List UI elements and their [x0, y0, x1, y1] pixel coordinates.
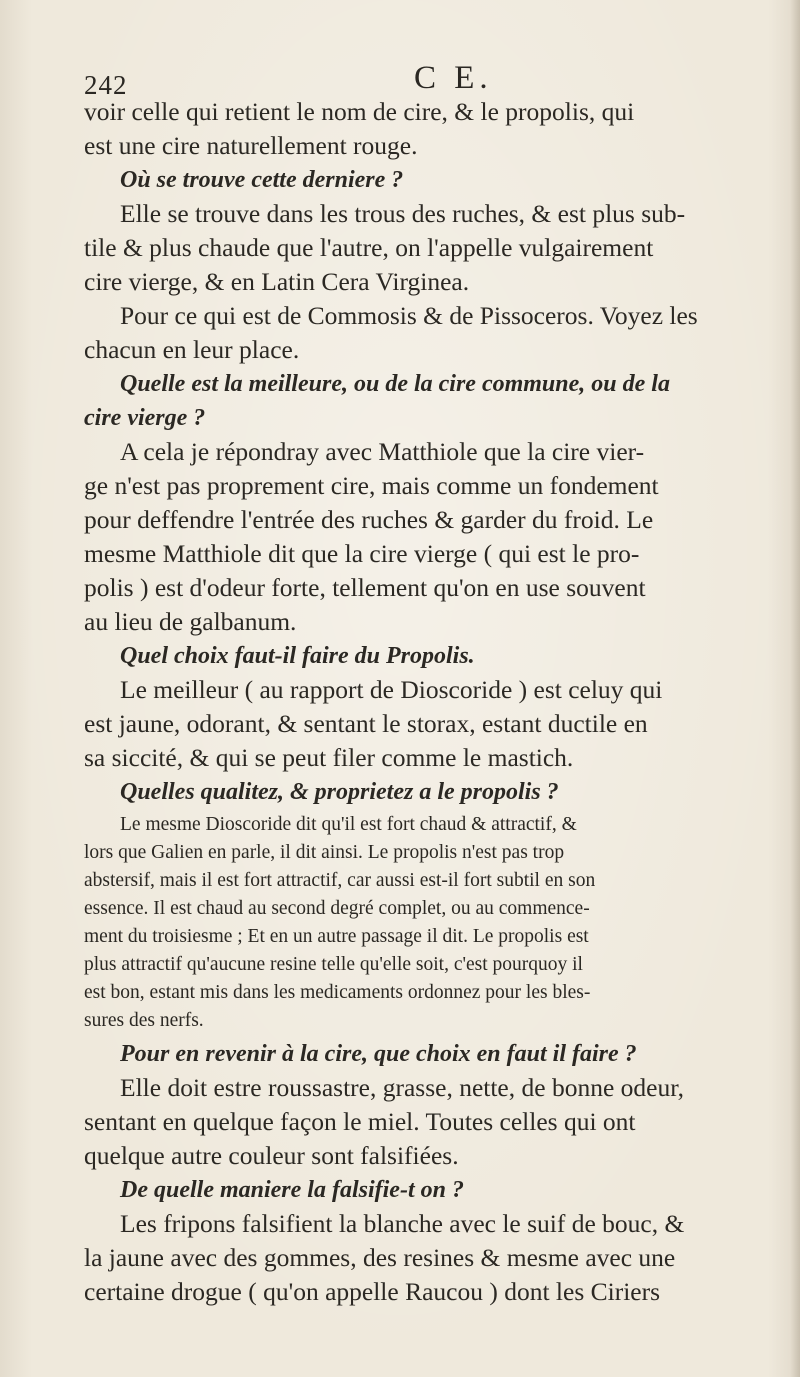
text-line: A cela je répondray avec Matthiole que la cire vier- [120, 437, 645, 466]
text-line: chacun en leur place. [84, 335, 300, 364]
question-heading: Quelle est la meilleure, ou de la cire commune, ou de la [120, 371, 670, 397]
small-text-line: Le mesme Dioscoride dit qu'il est fort chaud & attractif, & [120, 814, 577, 835]
text-line: polis ) est d'odeur forte, tellement qu'on en use souvent [84, 573, 646, 602]
text-line: Pour ce qui est de Commosis & de Pissoceros. Voyez les [120, 301, 698, 330]
question-heading: De quelle maniere la falsifie-t on ? [120, 1177, 464, 1203]
body-text [84, 95, 792, 1309]
text-line: Elle doit estre roussastre, grasse, nette, de bonne odeur, [120, 1073, 685, 1102]
page-number: 242 [84, 70, 128, 100]
small-text-line: plus attractif qu'aucune resine telle qu'elle soit, c'est pourquoy il [84, 954, 583, 975]
text-line: voir celle qui retient le nom de cire, & le propolis, qui [84, 97, 635, 126]
small-text-line: abstersif, mais il est fort attractif, car aussi est-il fort subtil en son [84, 870, 596, 891]
running-head: C E. [414, 60, 493, 96]
text-line: est jaune, odorant, & sentant le storax, estant ductile en [84, 709, 648, 738]
text-line: quelque autre couleur sont falsifiées. [84, 1141, 459, 1170]
question-heading: Quel choix faut-il faire du Propolis. [120, 643, 475, 669]
small-text-line: lors que Galien en parle, il dit ainsi. Le propolis n'est pas trop [84, 842, 565, 863]
page-edge-shadow [790, 0, 800, 1377]
question-heading: Où se trouve cette derniere ? [120, 167, 404, 193]
small-text-line: essence. Il est chaud au second degré complet, ou au commence- [84, 898, 590, 919]
text-line: ge n'est pas proprement cire, mais comme un fondement [84, 471, 659, 500]
text-line: Le meilleur ( au rapport de Dioscoride ) est celuy qui [120, 675, 663, 704]
text-line: tile & plus chaude que l'autre, on l'appelle vulgairement [84, 233, 654, 262]
text-line: Elle se trouve dans les trous des ruches, & est plus sub- [120, 199, 686, 228]
text-line: au lieu de galbanum. [84, 607, 297, 636]
page-header [84, 58, 784, 98]
small-text-line: ment du troisiesme ; Et en un autre passage il dit. Le propolis est [84, 926, 589, 947]
text-line: est une cire naturellement rouge. [84, 131, 418, 160]
question-heading: Quelles qualitez, & proprietez a le propolis ? [120, 779, 559, 805]
small-text-line: est bon, estant mis dans les medicaments ordonnez pour les bles- [84, 982, 591, 1003]
text-line: pour deffendre l'entrée des ruches & garder du froid. Le [84, 505, 654, 534]
text-line: sa siccité, & qui se peut filer comme le mastich. [84, 743, 574, 772]
question-heading: Pour en revenir à la cire, que choix en faut il faire ? [120, 1041, 637, 1067]
small-text-line: sures des nerfs. [84, 1010, 204, 1031]
question-heading: cire vierge ? [84, 405, 206, 431]
text-line: Les fripons falsifient la blanche avec le suif de bouc, & [120, 1209, 685, 1238]
text-line: mesme Matthiole dit que la cire vierge ( qui est le pro- [84, 539, 640, 568]
text-line: cire vierge, & en Latin Cera Virginea. [84, 267, 470, 296]
text-line: certaine drogue ( qu'on appelle Raucou ) dont les Ciriers [84, 1277, 661, 1306]
text-line: sentant en quelque façon le miel. Toutes celles qui ont [84, 1107, 636, 1136]
text-line: la jaune avec des gommes, des resines & mesme avec une [84, 1243, 676, 1272]
